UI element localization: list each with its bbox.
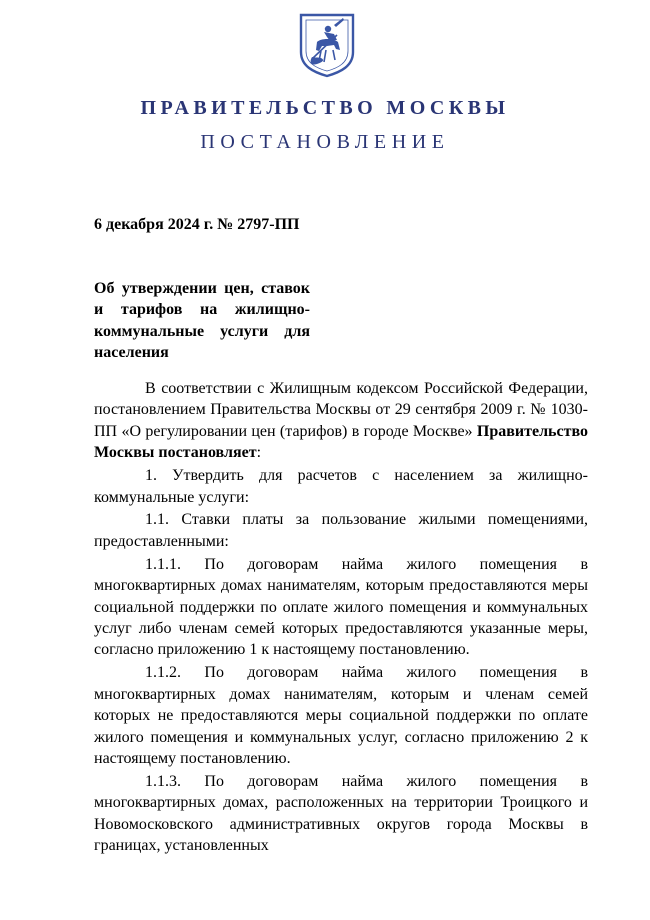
document-body [94, 378, 588, 856]
preamble-tail: : [256, 444, 262, 462]
document-subject: Об утверждении цен, ставок и тарифов на жилищно-коммунальные услуги для населения [94, 280, 310, 362]
item-1-1-2: 1.1.2. По договорам найма жилого помещения в многоквартирных домах нанимателям, которым и членам семей которых не предоставляются меры социальной поддержки по оплате жилого помещения и коммунальных услуг, согласно приложению 2 к настоящему постановлению. [94, 664, 588, 767]
item-1-1-1: 1.1.1. По договорам найма жилого помещения в многоквартирных домах нанимателям, которым предоставляются меры социальной поддержки по оплате жилого помещения и коммунальных услуг либо членам семей которых предоставляются указанные меры, согласно приложению 1 к настоящему постановлению. [94, 555, 588, 659]
government-title: ПРАВИТЕЛЬСТВО МОСКВЫ [140, 97, 510, 119]
moscow-coat-of-arms-icon [297, 12, 357, 78]
preamble-text: В соответствии с Жилищным кодексом Российской Федерации, постановлением Правительства Москвы от 29 сентября 2009 г. № 1030-ПП «О регулировании цен (тарифов) в городе Москве» [94, 380, 588, 440]
item-1-1-3: 1.1.3. По договорам найма жилого помещения в многоквартирных домах, расположенных на территории Троицкого и Новомосковского административных округов города Москвы в границах, установленных [94, 772, 588, 855]
preamble-bold: Правительство Москвы постановляет [94, 422, 588, 462]
item-1-1: 1.1. Ставки платы за пользование жилыми помещениями, предоставленными: [94, 511, 588, 550]
document-type: ПОСТАНОВЛЕНИЕ [200, 131, 450, 153]
document-date-number: 6 декабря 2024 г. № 2797-ПП [94, 216, 300, 233]
item-1: 1. Утвердить для расчетов с населением за жилищно-коммунальные услуги: [94, 467, 588, 506]
preamble-paragraph [94, 378, 588, 464]
